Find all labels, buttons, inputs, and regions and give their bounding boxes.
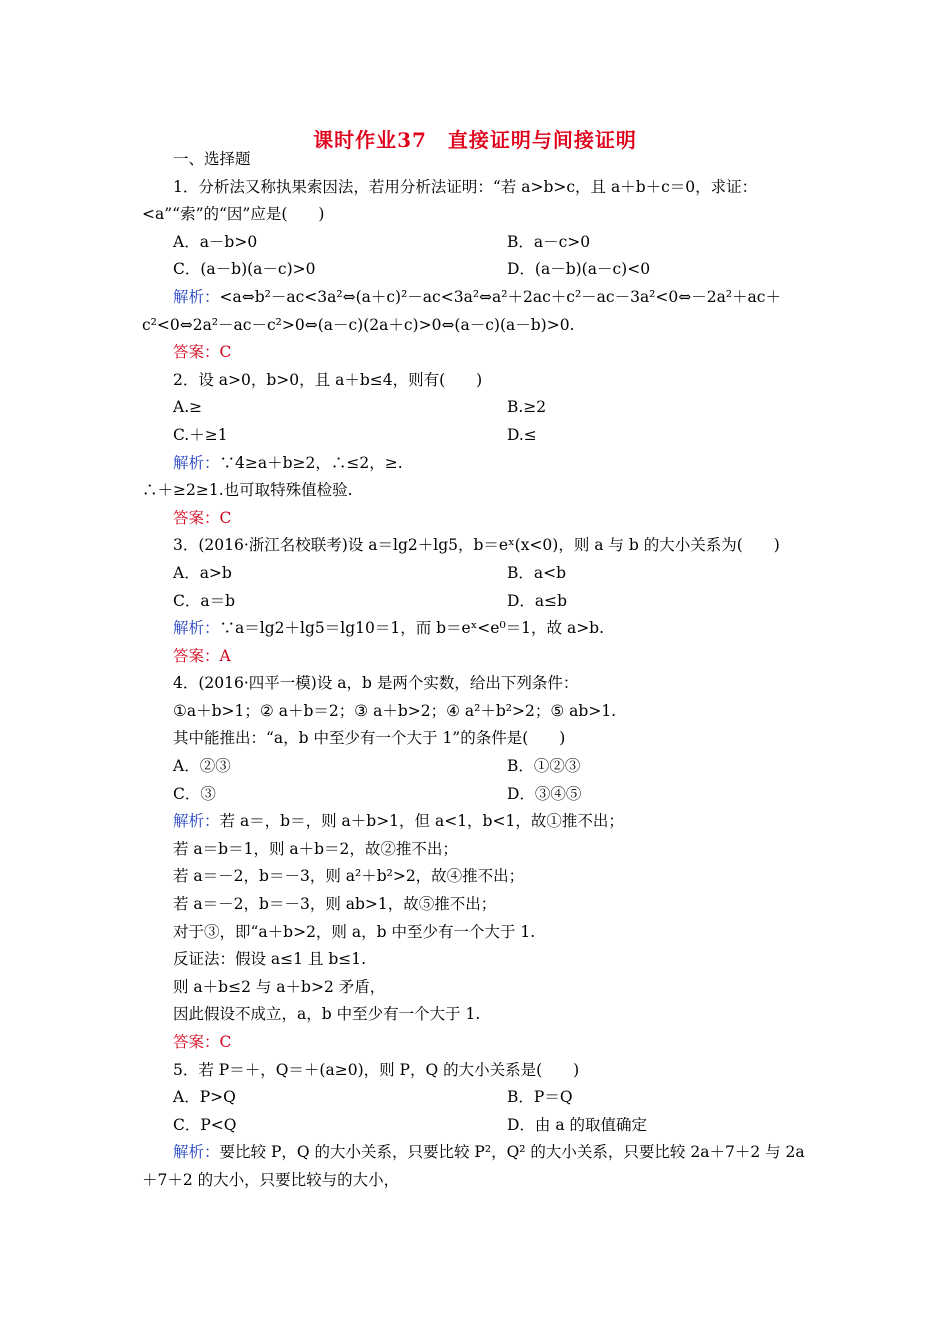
question-4-options-row-2 (142, 781, 814, 809)
explanation-line: 对于③，即“a＋b>2，则 a，b 中至少有一个大于 1. (173, 922, 536, 941)
explanation-text: ∵a＝lg2＋lg5＝lg10＝1，而 b＝eˣ<e⁰＝1，故 a>b. (219, 619, 605, 638)
question-3-options-row-2 (142, 588, 814, 616)
explanation-label: 解析： (173, 453, 220, 472)
question-1-stem-cont: <a”“索”的“因”应是( ) (142, 205, 325, 224)
option-b: B.≥2 (507, 398, 547, 417)
question-2-options-row-1 (142, 394, 814, 422)
explanation-line: 因此假设不成立，a，b 中至少有一个大于 1. (173, 1005, 481, 1024)
question-5-explanation-cont: ＋7＋2 的大小，只要比较与的大小， (142, 1170, 400, 1189)
option-d: D．由 a 的取值确定 (507, 1115, 648, 1134)
question-4-stem: 4．(2016·四平一模)设 a，b 是两个实数，给出下列条件： (173, 674, 579, 693)
exercise-content (142, 146, 814, 1195)
explanation-line: 若 a＝－2，b＝－3，则 a²＋b²>2，故④推不出； (173, 867, 525, 886)
option-a: A.≥ (173, 398, 203, 417)
option-b: B．P＝Q (507, 1088, 573, 1107)
explanation-line: 若 a＝－2，b＝－3，则 ab>1，故⑤推不出； (173, 895, 497, 914)
option-d: D.≤ (507, 425, 537, 444)
question-4-explanation (142, 808, 814, 836)
option-a: A．a>b (173, 563, 232, 582)
explanation-text: ∵4≥a＋b≥2，∴≤2，≥. (219, 453, 403, 472)
explanation-label: 解析： (173, 812, 220, 831)
option-c: C．(a－b)(a－c)>0 (173, 260, 316, 279)
question-2-options-row-2 (142, 422, 814, 450)
question-3-answer: 答案：A (173, 646, 231, 665)
explanation-text: 若 a＝，b＝，则 a＋b>1，但 a<1，b<1，故①推不出； (219, 812, 624, 831)
question-1-explanation (142, 284, 814, 312)
explanation-text: 要比较 P，Q 的大小关系，只要比较 P²，Q² 的大小关系，只要比较 2a＋7＋2 与 2a (219, 1143, 805, 1162)
question-2-stem: 2．设 a>0，b>0，且 a＋b≤4，则有( ) (173, 370, 483, 389)
explanation-label: 解析： (173, 287, 220, 306)
question-1-explanation-cont: c²<0⇔2a²－ac－c²>0⇔(a－c)(2a＋c)>0⇔(a－c)(a－b)>0. (142, 315, 575, 334)
question-3-stem: 3．(2016·浙江名校联考)设 a＝lg2＋lg5，b＝eˣ(x<0)，则 a 与 b 的大小关系为( ) (173, 536, 780, 555)
question-1-answer: 答案：C (173, 343, 232, 362)
explanation-line: 若 a＝b＝1，则 a＋b＝2，故②推不出； (173, 839, 458, 858)
question-4-conditions: ①a＋b>1；② a＋b＝2；③ a＋b>2；④ a²＋b²>2；⑤ ab>1. (173, 701, 617, 720)
option-a: A．a－b>0 (173, 232, 258, 251)
question-1-options-row-1 (142, 229, 814, 257)
option-b: B．a－c>0 (507, 232, 591, 251)
question-5-options-row-2 (142, 1112, 814, 1140)
question-2-answer: 答案：C (173, 508, 232, 527)
question-1-options-row-2 (142, 256, 814, 284)
option-b: B．a<b (507, 563, 567, 582)
option-a: A．P>Q (173, 1088, 236, 1107)
question-5-stem: 5．若 P＝＋，Q＝＋(a≥0)，则 P，Q 的大小关系是( ) (173, 1060, 580, 1079)
question-2-explanation (142, 450, 814, 478)
option-c: C．a＝b (173, 591, 236, 610)
question-5-explanation (142, 1139, 814, 1167)
explanation-label: 解析： (173, 619, 220, 638)
option-a: A．②③ (173, 757, 231, 776)
question-3-options-row-1 (142, 560, 814, 588)
question-2-explanation-cont: ∴＋≥2≥1.也可取特殊值检验. (142, 481, 353, 500)
question-1-stem: 1．分析法又称执果索因法，若用分析法证明：“若 a>b>c，且 a＋b＋c＝0，求证： (173, 177, 758, 196)
section-heading: 一、选择题 (173, 150, 251, 168)
option-b: B．①②③ (507, 757, 581, 776)
explanation-text: <a⇔b²－ac<3a²⇔(a＋c)²－ac<3a²⇔a²＋2ac＋c²－ac－3a²<0⇔－2a²＋ac＋ (219, 287, 781, 306)
option-d: D．③④⑤ (507, 784, 582, 803)
question-4-ask: 其中能推出：“a，b 中至少有一个大于 1”的条件是( ) (173, 729, 566, 748)
question-4-answer: 答案：C (173, 1033, 232, 1051)
option-c: C．③ (173, 784, 216, 803)
explanation-label: 解析： (173, 1143, 220, 1162)
option-d: D．(a－b)(a－c)<0 (507, 260, 651, 279)
option-c: C.＋≥1 (173, 425, 228, 444)
page-title: 课时作业37 直接证明与间接证明 (313, 128, 637, 152)
question-3-explanation (142, 615, 814, 643)
question-5-options-row-1 (142, 1084, 814, 1112)
explanation-line: 则 a＋b≤2 与 a＋b>2 矛盾， (173, 977, 386, 996)
option-c: C．P<Q (173, 1115, 237, 1134)
option-d: D．a≤b (507, 591, 568, 610)
question-4-options-row-1 (142, 753, 814, 781)
explanation-line: 反证法：假设 a≤1 且 b≤1. (173, 950, 367, 969)
